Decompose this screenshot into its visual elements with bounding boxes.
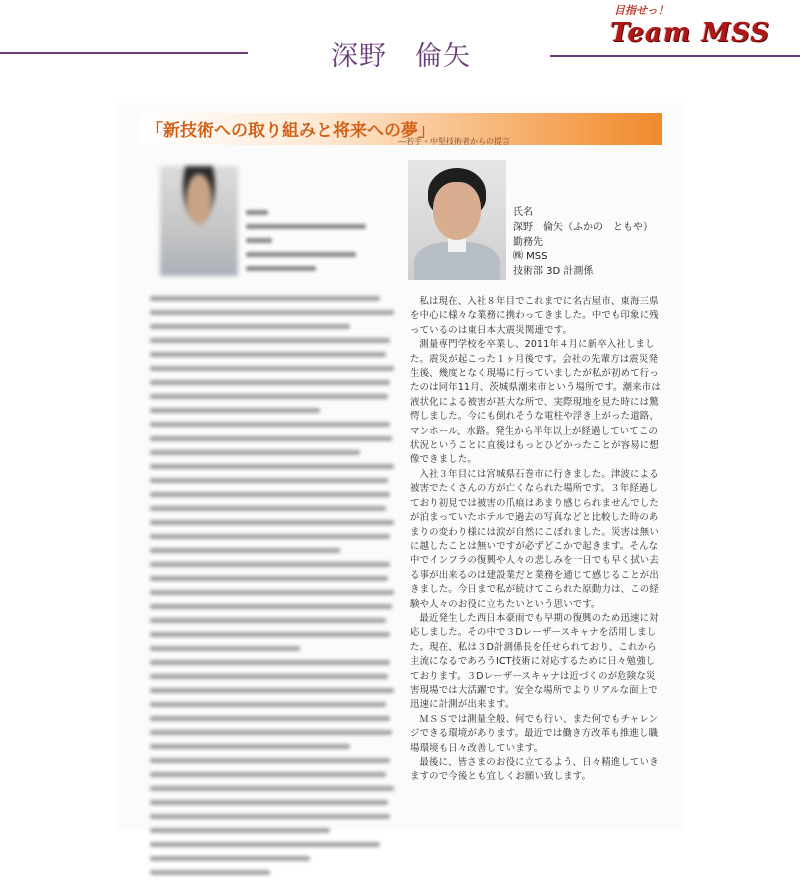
- article-paragraph: 最近発生した西日本豪雨でも早期の復興のため迅速に対応しました。その中で３Dレーザースキャナを活用しました。現在、私は３D計測係長を任せられており、これから主流になるであろうICT技術に対応するために日々勉強しております。３Dレーザースキャナは近づくのが危険な災害現場では大活躍です。安全な場所でよりリアルな面上で迅速に計測が出来ます。: [410, 612, 659, 711]
- article-subtitle: ―若手・中堅技術者からの提言: [398, 137, 510, 146]
- company-name: ㈱ MSS: [513, 251, 548, 263]
- blurred-article-column: [150, 296, 396, 884]
- person-name: 深野 倫矢: [331, 41, 471, 72]
- article-paragraph: 入社３年目には宮城県石巻市に行きました。津波による被害でたくさんの方が亡くなられた場所です。３年経過しており初見では被害の爪痕はあまり感じられませんでしたが泊まっていたホテルで過去の写真などと比較した時のあまりの変わり様には涙が自然にこぼれました。災害は無いに越したことは無いですが必ずどこかで起きます。そんな中でインフラの復興や人々の悲しみを一日でも早く拭い去る事が出来るのは建設業だと業務を通じて感じることが出きました。今日まで私が続けてこられた原動力は、この経験や人々のお役に立ちたいという思いです。: [410, 468, 659, 610]
- article-paragraph: 私は現在、入社８年目でこれまでに名古屋市、東海三県を中心に様々な業務に携わってきました。中でも印象に残っているのは東日本大震災関連です。: [410, 296, 659, 336]
- profile-name: 深野 倫矢（ふかの ともや）: [513, 221, 653, 233]
- workplace-label: 勤務先: [513, 236, 543, 248]
- profile-block: [513, 206, 653, 280]
- article-paragraph: 最後に、皆さまのお役に立てるよう、日々精進していきますので今後とも宜しくお願い致します。: [410, 757, 659, 783]
- header-divider-right: [550, 55, 800, 57]
- portrait-photo: [408, 160, 506, 280]
- article-title: 「新技術への取り組みと将来への夢」: [146, 121, 435, 141]
- department-name: 技術部 3D 計測係: [513, 266, 594, 278]
- team-mss-logo: Team MSS: [610, 18, 771, 48]
- article-body: [410, 295, 663, 785]
- article-paragraph: ＭＳＳでは測量全般、何でも行い、また何でもチャレンジできる環境があります。最近では働き方改革も推進し職場環境も日々改善しています。: [410, 713, 659, 754]
- header-divider-left: [0, 52, 248, 54]
- blurred-profile: [246, 210, 366, 280]
- blurred-portrait: [160, 166, 238, 276]
- name-label: 氏名: [513, 207, 533, 218]
- team-slogan: 目指せっ！: [614, 4, 669, 17]
- article-paragraph: 測量専門学校を卒業し、2011年４月に新卒入社しました。震災が起こった１ヶ月後です。会社の先輩方は震災発生後、幾度となく現場に行っていましたが私が初めて行ったのは同年11月、茨城県潮来市という場所です。潮来市は液状化による被害が甚大な所で、実際現地を見た時には驚愕しました。今にも倒れそうな電柱や浮き上がった道路、マンホール、水路。発生から半年以上が経過していてこの状況ということに直後はもっとひどかったことが容易に想像できました。: [410, 339, 661, 466]
